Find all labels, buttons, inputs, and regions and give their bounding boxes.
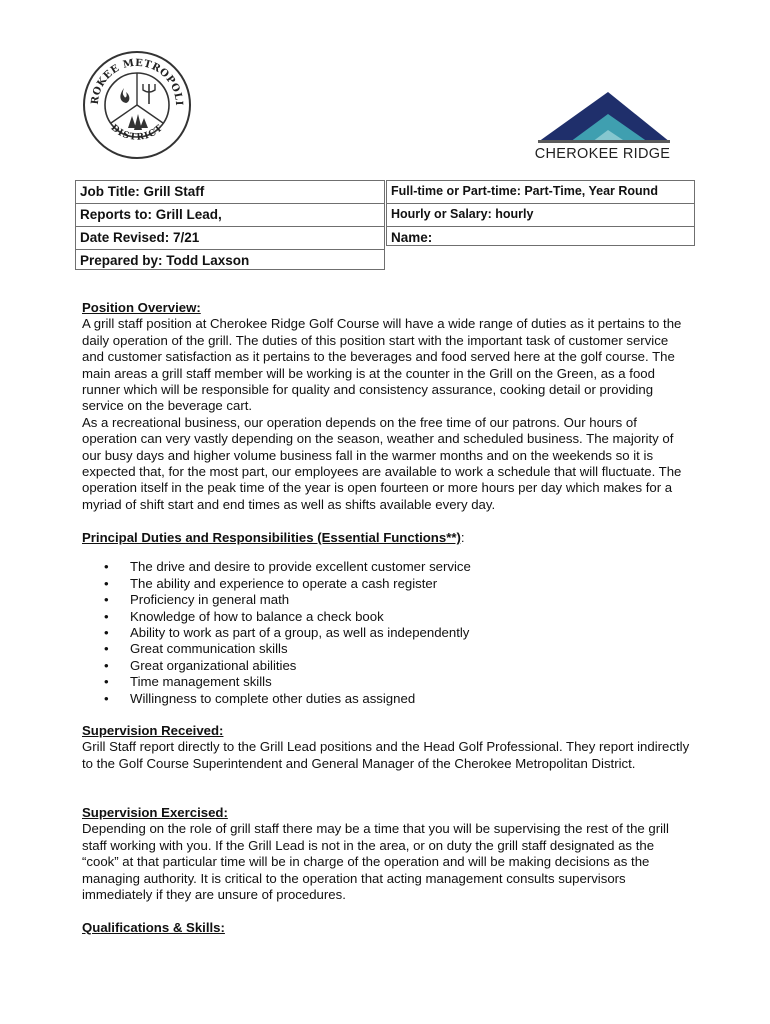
bullet-icon: • [104, 608, 109, 624]
prepared-by-cell: Prepared by: Todd Laxson [75, 249, 385, 270]
duty-text: The ability and experience to operate a cash register [130, 575, 438, 591]
name-cell: Name: [386, 226, 695, 246]
qualifications-section [82, 920, 692, 936]
duty-text: Time management skills [130, 674, 272, 690]
duty-text: Willingness to complete other duties as assigned [130, 690, 416, 706]
duties-heading-line [82, 530, 692, 546]
duty-list-item [82, 658, 692, 674]
pay-type-cell: Hourly or Salary: hourly [386, 203, 695, 227]
bullet-icon: • [104, 690, 109, 706]
duty-list-item [82, 609, 692, 625]
supervision-received-section [82, 723, 692, 772]
supervision-exercised-text: Depending on the role of grill staff there may be a time that you will be supervising the rest of the grill staff working with you. If the Grill Lead is not in the area, or on duty the grill staff designated as the “cook” at that particular time will be in charge of the operation and will be making decisions as the managing authority. It is critical to the operation that acting management consults supervisors immediately if they are unsure of procedures. [82, 821, 669, 903]
supervision-received-heading: Supervision Received: [82, 723, 224, 738]
district-seal-logo [82, 50, 192, 160]
duties-section [82, 530, 692, 707]
duties-list [82, 559, 692, 707]
duty-text: Great organizational abilities [130, 657, 297, 673]
duty-text: The drive and desire to provide excellent customer service [130, 559, 471, 575]
bullet-icon: • [104, 575, 109, 591]
duty-text: Great communication skills [130, 641, 288, 657]
position-overview-paragraph-1: A grill staff position at Cherokee Ridge Golf Course will have a wide range of duties as it pertains to the daily operation of the grill. The duties of this position start with the important task of customer service and customer satisfaction as it pertains to the beverages and food served here at the golf course. The main areas a grill staff member will be working is at the counter in the Grill on the Green, as a food runner which will be responsible for quality and consistency assurance, cooking detail or providing service on the beverage cart. [82, 316, 682, 414]
duty-text: Ability to work as part of a group, as well as independently [130, 625, 470, 641]
supervision-received-text: Grill Staff report directly to the Grill Lead positions and the Head Golf Professional. They report indirectly to the Golf Course Superintendent and General Manager of the Cherokee Metropolitan District. [82, 739, 690, 771]
bullet-icon: • [104, 657, 109, 673]
date-revised-cell: Date Revised: 7/21 [75, 226, 385, 250]
employment-type-cell: Full-time or Part-time: Part-Time, Year Round [386, 180, 695, 204]
duty-list-item [82, 592, 692, 608]
duties-heading: Principal Duties and Responsibilities (Essential Functions**) [82, 530, 461, 545]
cherokee-ridge-logo [530, 90, 675, 162]
duty-text: Knowledge of how to balance a check book [130, 608, 384, 624]
seal-text-top: ROKEE METROPOLI [89, 57, 185, 107]
seal-text-bottom: DISTRICT [108, 123, 166, 143]
supervision-exercised-section [82, 805, 692, 903]
bullet-icon: • [104, 625, 109, 641]
position-overview-section [82, 300, 692, 513]
duty-list-item [82, 576, 692, 592]
job-title-cell: Job Title: Grill Staff [75, 180, 385, 204]
duty-list-item [82, 625, 692, 641]
duty-list-item [82, 691, 692, 707]
duty-list-item [82, 674, 692, 690]
bullet-icon: • [104, 674, 109, 690]
duty-text: Proficiency in general math [130, 592, 290, 608]
bullet-icon: • [104, 559, 109, 575]
duty-list-item [82, 559, 692, 575]
position-overview-heading: Position Overview: [82, 300, 201, 315]
bullet-icon: • [104, 641, 109, 657]
duties-heading-colon: : [460, 530, 465, 545]
duty-list-item [82, 641, 692, 657]
bullet-icon: • [104, 592, 109, 608]
supervision-exercised-heading: Supervision Exercised: [82, 805, 228, 820]
brand-name: CHEROKEE RIDGE [534, 146, 671, 162]
position-overview-paragraph-2: As a recreational business, our operation depends on the free time of our patrons. Our hours of operation can very vastly depending on the season, weather and scheduled business. The majority of our busy days and higher volume business fall in the warmer months and on the weekends so it is expected that, for the most part, our employees are available to work a schedule that will fluctuate. The operation itself in the peak time of the year is open fourteen or more hours per day which makes for a myriad of shift start and end times as well as shifts available every day. [82, 414, 682, 512]
reports-to-cell: Reports to: Grill Lead, [75, 203, 385, 227]
qualifications-heading: Qualifications & Skills: [82, 920, 225, 935]
